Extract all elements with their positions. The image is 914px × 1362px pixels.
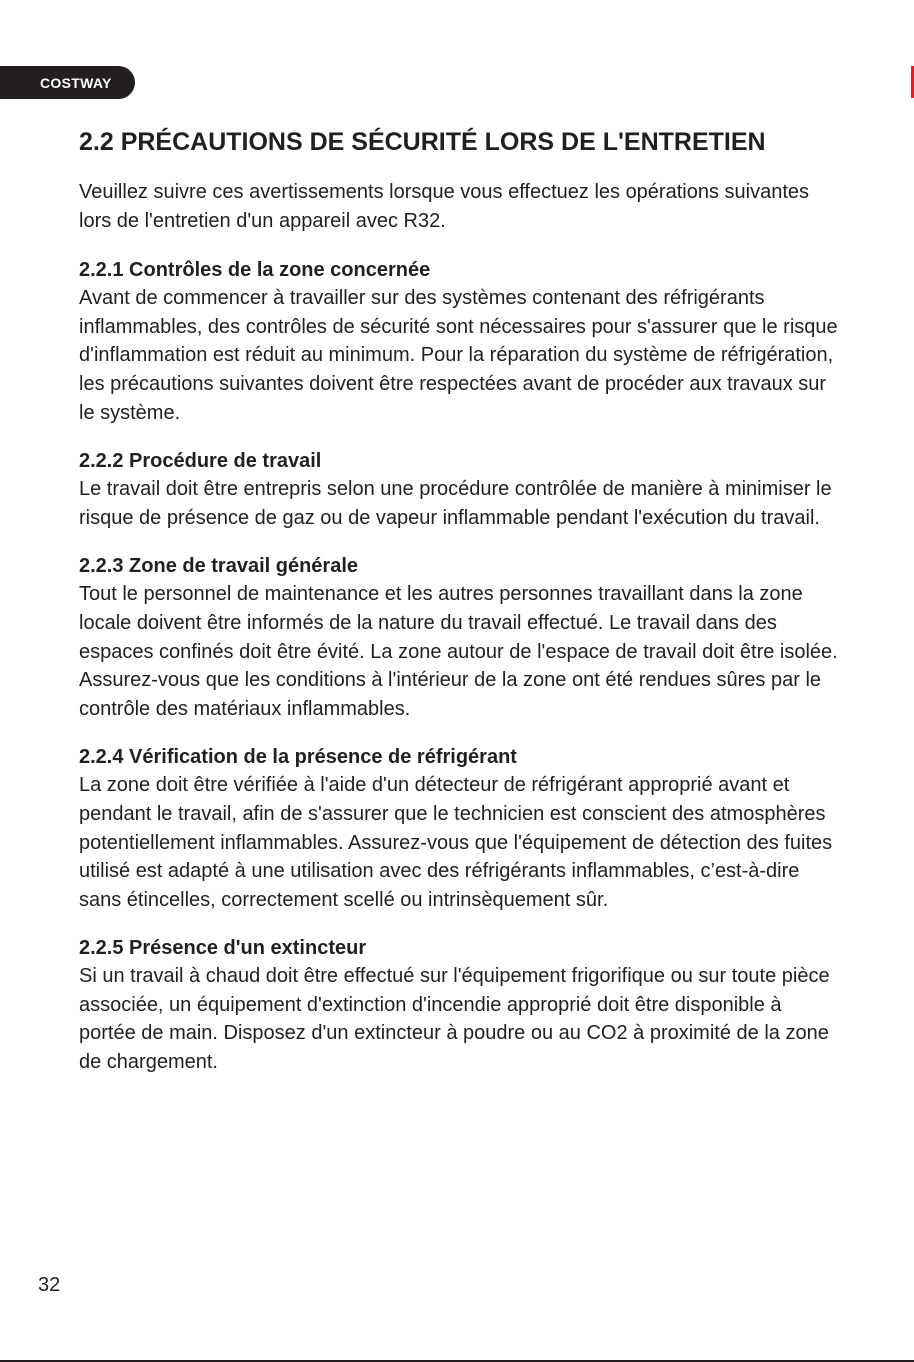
section-presence-extincteur — [79, 934, 839, 1076]
section-zone-travail-generale — [79, 552, 839, 723]
section-heading: 2.2.5 Présence d'un extincteur — [79, 937, 367, 960]
page-title: 2.2 PRÉCAUTIONS DE SÉCURITÉ LORS DE L'ENTRETIEN — [79, 128, 766, 156]
page-content — [79, 126, 839, 1097]
section-controles-zone — [79, 256, 839, 427]
page-number: 32 — [38, 1274, 61, 1296]
section-verification-refrigerant — [79, 743, 839, 914]
section-body: La zone doit être vérifiée à l'aide d'un détecteur de réfrigérant approprié avant et pendant le travail, afin de s'assurer que le technicien est conscient des atmosphères potentiellement inflammables. Assurez-vous que l'équipement de détection des fuites utilisé est adapté à une utilisation avec des réfrigérants inflammables, c’est-à-dire sans étincelles, correctement scellé ou intrinsèquement sûr. — [79, 774, 833, 911]
section-heading: 2.2.1 Contrôles de la zone concernée — [79, 259, 431, 282]
brand-tab — [0, 66, 135, 99]
section-body: Si un travail à chaud doit être effectué sur l'équipement frigorifique ou sur toute pièce associée, un équipement d'extinction d'incendie approprié doit être disponible à portée de main. Disposez d'un extincteur à poudre ou au CO2 à proximité de la zone de chargement. — [79, 965, 830, 1074]
section-heading: 2.2.3 Zone de travail générale — [79, 555, 359, 578]
section-heading: 2.2.4 Vérification de la présence de réfrigérant — [79, 746, 517, 769]
section-procedure-travail — [79, 447, 839, 532]
section-body: Avant de commencer à travailler sur des systèmes contenant des réfrigérants inflammables, des contrôles de sécurité sont nécessaires pour s'assurer que le risque d'inflammation est réduit au minimum. Pour la réparation du système de réfrigération, les précautions suivantes doivent être respectées avant de procéder aux travaux sur le système. — [79, 287, 838, 424]
brand-logo-text: COSTWAY — [40, 74, 112, 91]
intro-paragraph: Veuillez suivre ces avertissements lorsque vous effectuez les opérations suivantes lors de l'entretien d'un appareil avec R32. — [79, 181, 810, 232]
section-body: Le travail doit être entrepris selon une procédure contrôlée de manière à minimiser le risque de présence de gaz ou de vapeur inflammable pendant l'exécution du travail. — [79, 478, 832, 529]
section-heading: 2.2.2 Procédure de travail — [79, 450, 322, 473]
section-body: Tout le personnel de maintenance et les autres personnes travaillant dans la zone locale doivent être informés de la nature du travail effectué. Le travail dans des espaces confinés doit être évité. La zone autour de l'espace de travail doit être isolée. Assurez-vous que les conditions à l'intérieur de la zone ont été rendues sûres par le contrôle des matériaux inflammables. — [79, 583, 838, 720]
